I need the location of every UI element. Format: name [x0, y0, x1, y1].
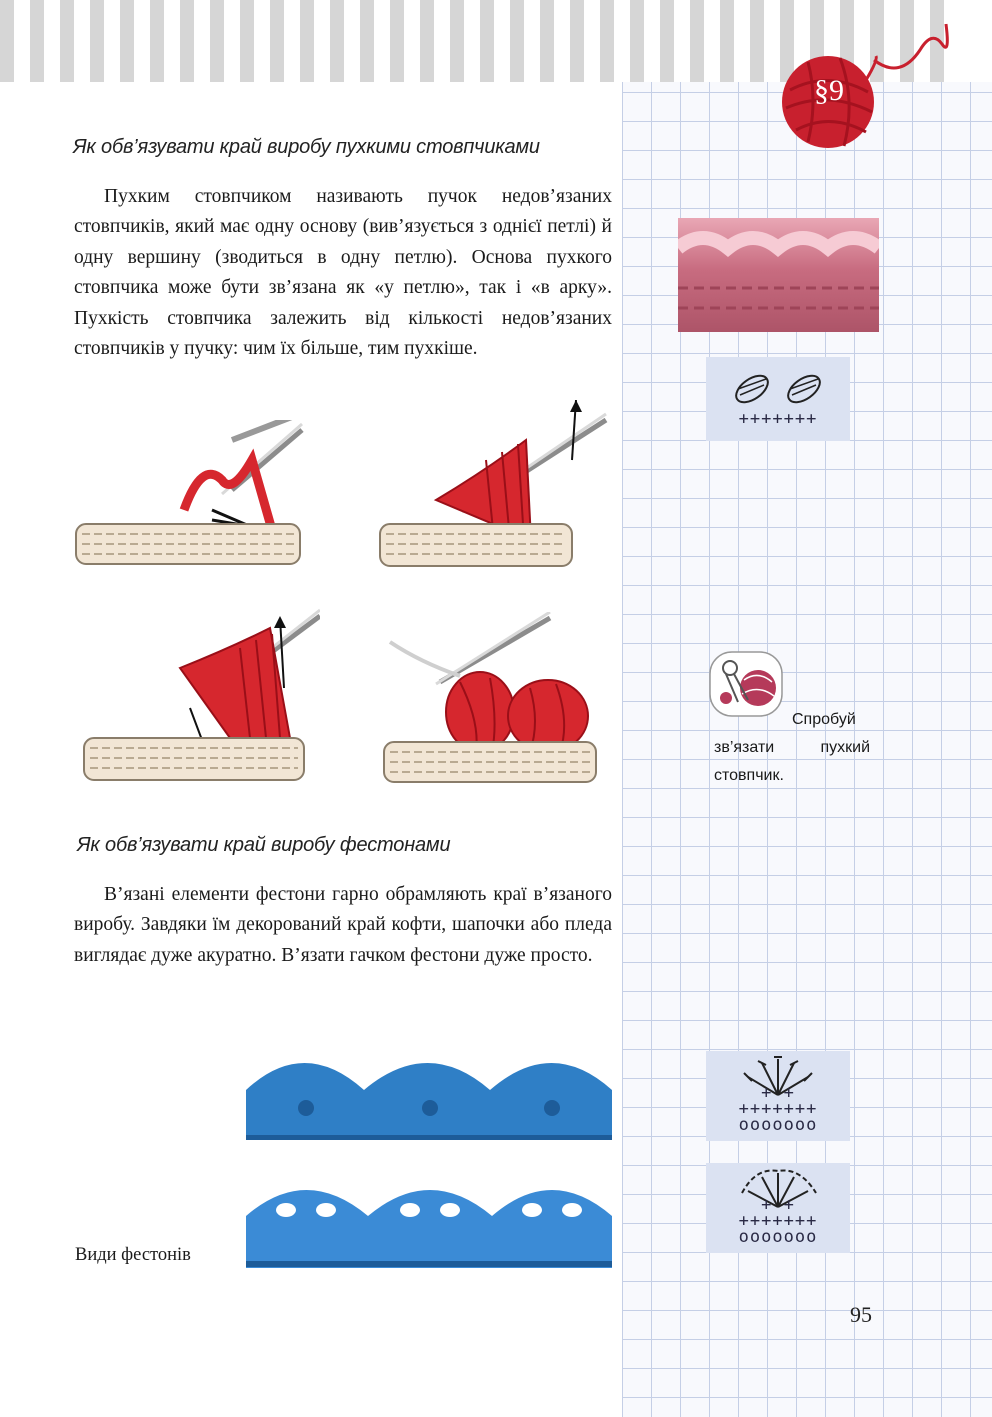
festoon-scheme-2: [706, 1163, 850, 1253]
paragraph-number: §9: [814, 74, 844, 107]
page-number: 95: [850, 1302, 872, 1327]
festoon-sample-photo-2: [246, 1172, 612, 1268]
scheme-row-top: + +: [761, 1083, 795, 1103]
scheme-row-single-crochet: +++++++: [738, 1099, 818, 1119]
section-heading-puff-stitch: Як обв’язувати край виробу пухкими стовпчиками: [73, 136, 540, 158]
scheme-row-chain: ooooooo: [738, 1227, 818, 1247]
section-heading-festoons: Як обв’язувати край виробу фестонами: [77, 834, 451, 856]
festoon-scheme-1: [706, 1051, 850, 1141]
crochet-step-1-illustration: [72, 420, 308, 580]
scheme-row-single-crochet: +++++++: [738, 409, 818, 429]
body-paragraph: В’язані елементи фестони гарно обрамляють краї в’язаного виробу. Завдяки їм декорований край кофти, шапочки або пледа виглядає дуже акуратно. В’язати гачком фестони дуже просто.: [74, 884, 612, 966]
puff-stitch-scheme: [706, 357, 850, 441]
crochet-step-3-illustration: [80, 608, 320, 788]
crochet-step-4-illustration: [380, 612, 612, 788]
figure-caption: Види фестонів: [75, 1245, 191, 1265]
yarn-thread: [870, 20, 950, 80]
body-paragraph: Пухким стовпчиком називають пучок недов’язаних стовпчиків, який має одну основу (вив’язується з однієї петлі) й одну вершину (зводиться в одну петлю). Основа пухкого стовпчика може бути зв’язана як «у петлю», так і «в арку». Пухкість стовпчика залежить від кількості недов’язаних стовпчиків у пучку: чим їх більше, тим пухкіше.: [74, 186, 612, 360]
scheme-row-top: + +: [761, 1195, 795, 1215]
scheme-row-single-crochet: +++++++: [738, 1211, 818, 1231]
festoon-sample-photo-1: [246, 1050, 612, 1140]
try-it-text: Спробуй зв’язати пухкий стовпчик.: [714, 711, 870, 784]
section-body-festoons: [74, 880, 612, 971]
crochet-step-2-illustration: [376, 400, 612, 580]
scheme-row-chain: ooooooo: [738, 1115, 818, 1135]
puff-stitch-sample-photo: [678, 218, 879, 332]
try-it-tip: [714, 706, 870, 790]
puff-stitch-symbol-icon: [730, 367, 840, 411]
section-body-puff-stitch: [74, 182, 612, 364]
